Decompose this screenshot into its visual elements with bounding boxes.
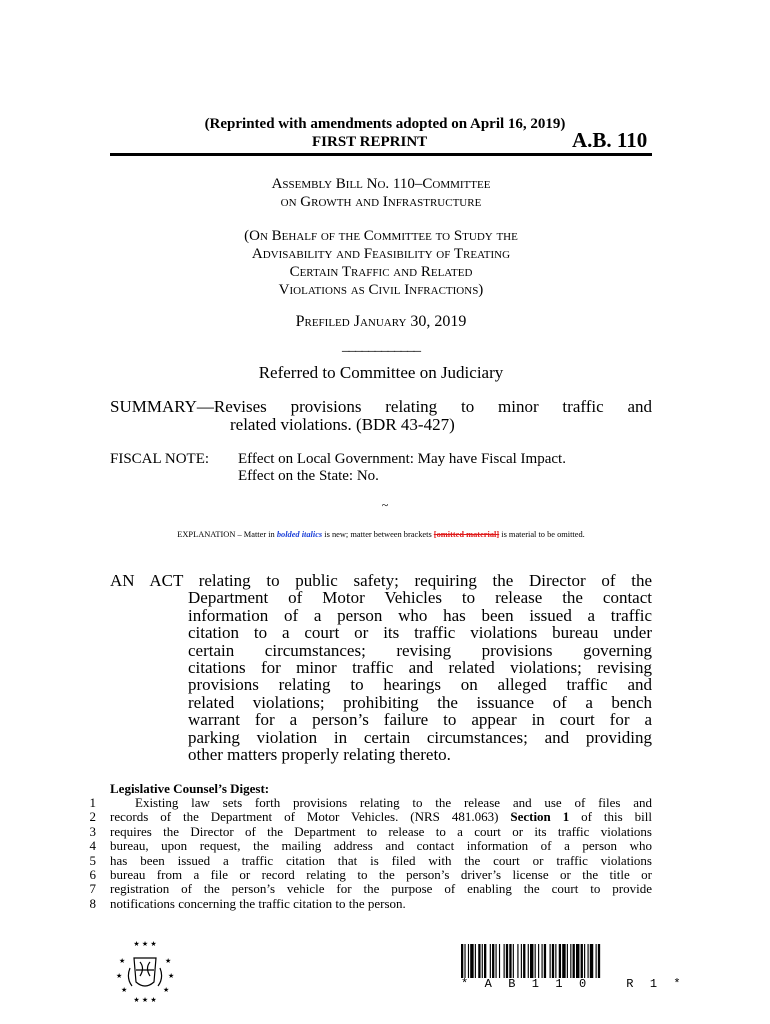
- barcode-text: * A B 1 1 0 R 1 *: [461, 977, 686, 991]
- act-line: parking violation in certain circumstances; and providing: [188, 727, 652, 747]
- svg-text:★: ★: [121, 986, 128, 994]
- behalf-line-3: Certain Traffic and Related: [289, 264, 473, 280]
- barcode-bar: [470, 944, 473, 978]
- behalf-line-4: Violations as Civil Infractions): [278, 282, 484, 298]
- summary-line-2: related violations. (BDR 43-427): [230, 415, 455, 434]
- referred-to: Referred to Committee on Judiciary: [258, 363, 504, 382]
- barcode-bar: [492, 944, 494, 978]
- barcode-bar: [528, 944, 529, 978]
- act-line: warrant for a person’s failure to appear in court for a: [188, 710, 652, 730]
- barcode-bar: [555, 944, 556, 978]
- barcode-bar: [550, 944, 551, 978]
- barcode-bar: [521, 944, 522, 978]
- barcode-bar: [478, 944, 480, 978]
- barcode-bar: [552, 944, 554, 978]
- digest-line: has been issued a traffic citation that is filed with the court or traffic violations: [110, 852, 652, 868]
- act-text: [110, 572, 652, 763]
- barcode-bar: [567, 944, 568, 978]
- svg-text:★: ★: [163, 986, 170, 994]
- bill-title: [110, 175, 652, 211]
- explanation-suffix: is material to be omitted.: [499, 530, 585, 539]
- digest-line-numbers: [80, 796, 96, 911]
- barcode-bar: [576, 944, 579, 978]
- barcode-bar: [596, 944, 597, 978]
- line-number: 4: [89, 838, 96, 854]
- svg-text:★: ★: [119, 957, 126, 965]
- barcode-icon: [461, 944, 649, 978]
- line-number: 1: [89, 795, 96, 810]
- digest-line-2-end: of this bill: [569, 809, 652, 825]
- bill-title-line-1: Assembly Bill No. 110–Committee: [271, 176, 491, 192]
- summary-line-1: SUMMARY—Revises provisions relating to minor traffic and: [110, 397, 652, 416]
- barcode-bar: [490, 944, 491, 978]
- explanation-middle: is new; matter between brackets: [322, 530, 434, 539]
- barcode-bar: [517, 944, 518, 978]
- act-line: other matters properly relating thereto.: [188, 745, 451, 765]
- line-number: 6: [89, 867, 96, 883]
- digest-line-2-text: records of the Department of Motor Vehicles. (NRS 481.063): [110, 809, 499, 825]
- line-number: 5: [89, 852, 96, 868]
- behalf-line-2: Advisability and Feasibility of Treating: [251, 246, 511, 262]
- act-line: citation to a court or its traffic violations bureau under: [188, 623, 652, 643]
- tilde-divider: ~: [381, 498, 389, 512]
- barcode-bar: [559, 944, 561, 978]
- act-line: information of a person who has been issued a traffic: [188, 605, 652, 625]
- header-rule: [110, 153, 652, 156]
- svg-text:★: ★: [116, 972, 123, 980]
- barcode-bar: [468, 944, 469, 978]
- explanation-italic: bolded italics: [276, 530, 323, 539]
- state-seal-icon: [112, 938, 178, 1004]
- barcode-bar: [506, 944, 508, 978]
- svg-text:★ ★ ★: ★ ★ ★: [133, 940, 157, 948]
- svg-text:★: ★: [168, 972, 175, 980]
- digest-line: [110, 810, 652, 824]
- behalf-line-1: (On Behalf of the Committee to Study the: [244, 228, 518, 244]
- fiscal-note-local: Effect on Local Government: May have Fiscal Impact.: [238, 451, 566, 467]
- fiscal-note-state: Effect on the State: No.: [238, 468, 379, 484]
- barcode-bar: [496, 944, 497, 978]
- barcode-bar: [573, 944, 575, 978]
- barcode-bar: [461, 944, 463, 978]
- separator: ____________: [342, 338, 420, 354]
- bill-number: A.B. 110: [572, 128, 648, 152]
- barcode-bar: [598, 944, 600, 978]
- barcode-bar: [584, 944, 585, 978]
- act-body: [110, 589, 652, 763]
- barcode-bar: [475, 944, 476, 978]
- digest-line: notifications concerning the traffic citation to the person.: [110, 895, 406, 911]
- barcode-bar: [588, 944, 589, 978]
- barcode-bar: [562, 944, 565, 978]
- line-number: 7: [89, 881, 96, 897]
- barcode-bar: [513, 944, 514, 978]
- reprint-notice: (Reprinted with amendments adopted on April 16, 2019): [204, 116, 566, 132]
- barcode-bar: [542, 944, 543, 978]
- barcode-bar: [523, 944, 525, 978]
- digest-line: bureau from a file or record relating to the person’s driver’s license or the title or: [110, 867, 652, 883]
- line-number: 2: [89, 809, 96, 825]
- digest-line: requires the Director of the Department to release to a court or its traffic violations: [110, 823, 652, 839]
- line-number: 8: [89, 895, 96, 911]
- line-number: 3: [89, 823, 96, 839]
- explanation-omitted: [omitted material]: [433, 530, 500, 539]
- act-line: related violations; prohibiting the issuance of a bench: [188, 692, 652, 712]
- svg-text:★ ★ ★: ★ ★ ★: [133, 996, 157, 1004]
- barcode-bar: [484, 944, 486, 978]
- barcode-bar: [504, 944, 505, 978]
- explanation-prefix: EXPLANATION – Matter in: [177, 530, 277, 539]
- digest-line: Existing law sets forth provisions relating to the release and use of files and: [135, 795, 652, 810]
- first-reprint-label: FIRST REPRINT: [312, 134, 428, 150]
- barcode-bar: [570, 944, 571, 978]
- barcode-bar: [535, 944, 536, 978]
- prefiled-date: Prefiled January 30, 2019: [295, 313, 467, 330]
- digest-section-ref: Section 1: [510, 809, 570, 825]
- digest-line: bureau, upon request, the mailing address and contact information of a person who: [110, 838, 652, 854]
- barcode-bar: [581, 944, 583, 978]
- barcode-bar: [590, 944, 593, 978]
- barcode-bar: [538, 944, 539, 978]
- summary: [110, 398, 652, 434]
- barcode-bar: [544, 944, 546, 978]
- explanation: [110, 530, 652, 539]
- barcode-bar: [530, 944, 533, 978]
- digest-text: [110, 796, 652, 911]
- fiscal-note-label: FISCAL NOTE:: [110, 451, 210, 467]
- bill-title-line-2: on Growth and Infrastructure: [280, 194, 482, 210]
- barcode-bar: [482, 944, 483, 978]
- act-line: citations for minor traffic and related violations; revising: [188, 658, 652, 678]
- digest-line: registration of the person’s vehicle for the purpose of enabling the court to provide: [110, 881, 652, 897]
- barcode-bar: [499, 944, 500, 978]
- act-line: Department of Motor Vehicles to release the contact: [188, 588, 652, 608]
- barcode-bar: [509, 944, 511, 978]
- barcode-bar: [464, 944, 465, 978]
- digest-title: Legislative Counsel’s Digest:: [110, 781, 270, 796]
- act-line: certain circumstances; revising provisions governing: [188, 640, 652, 660]
- act-line: provisions relating to hearings on alleged traffic and: [188, 675, 652, 695]
- act-first-line: AN ACT relating to public safety; requiring the Director of the: [110, 571, 652, 590]
- svg-text:★: ★: [165, 957, 172, 965]
- behalf-of: [110, 227, 652, 299]
